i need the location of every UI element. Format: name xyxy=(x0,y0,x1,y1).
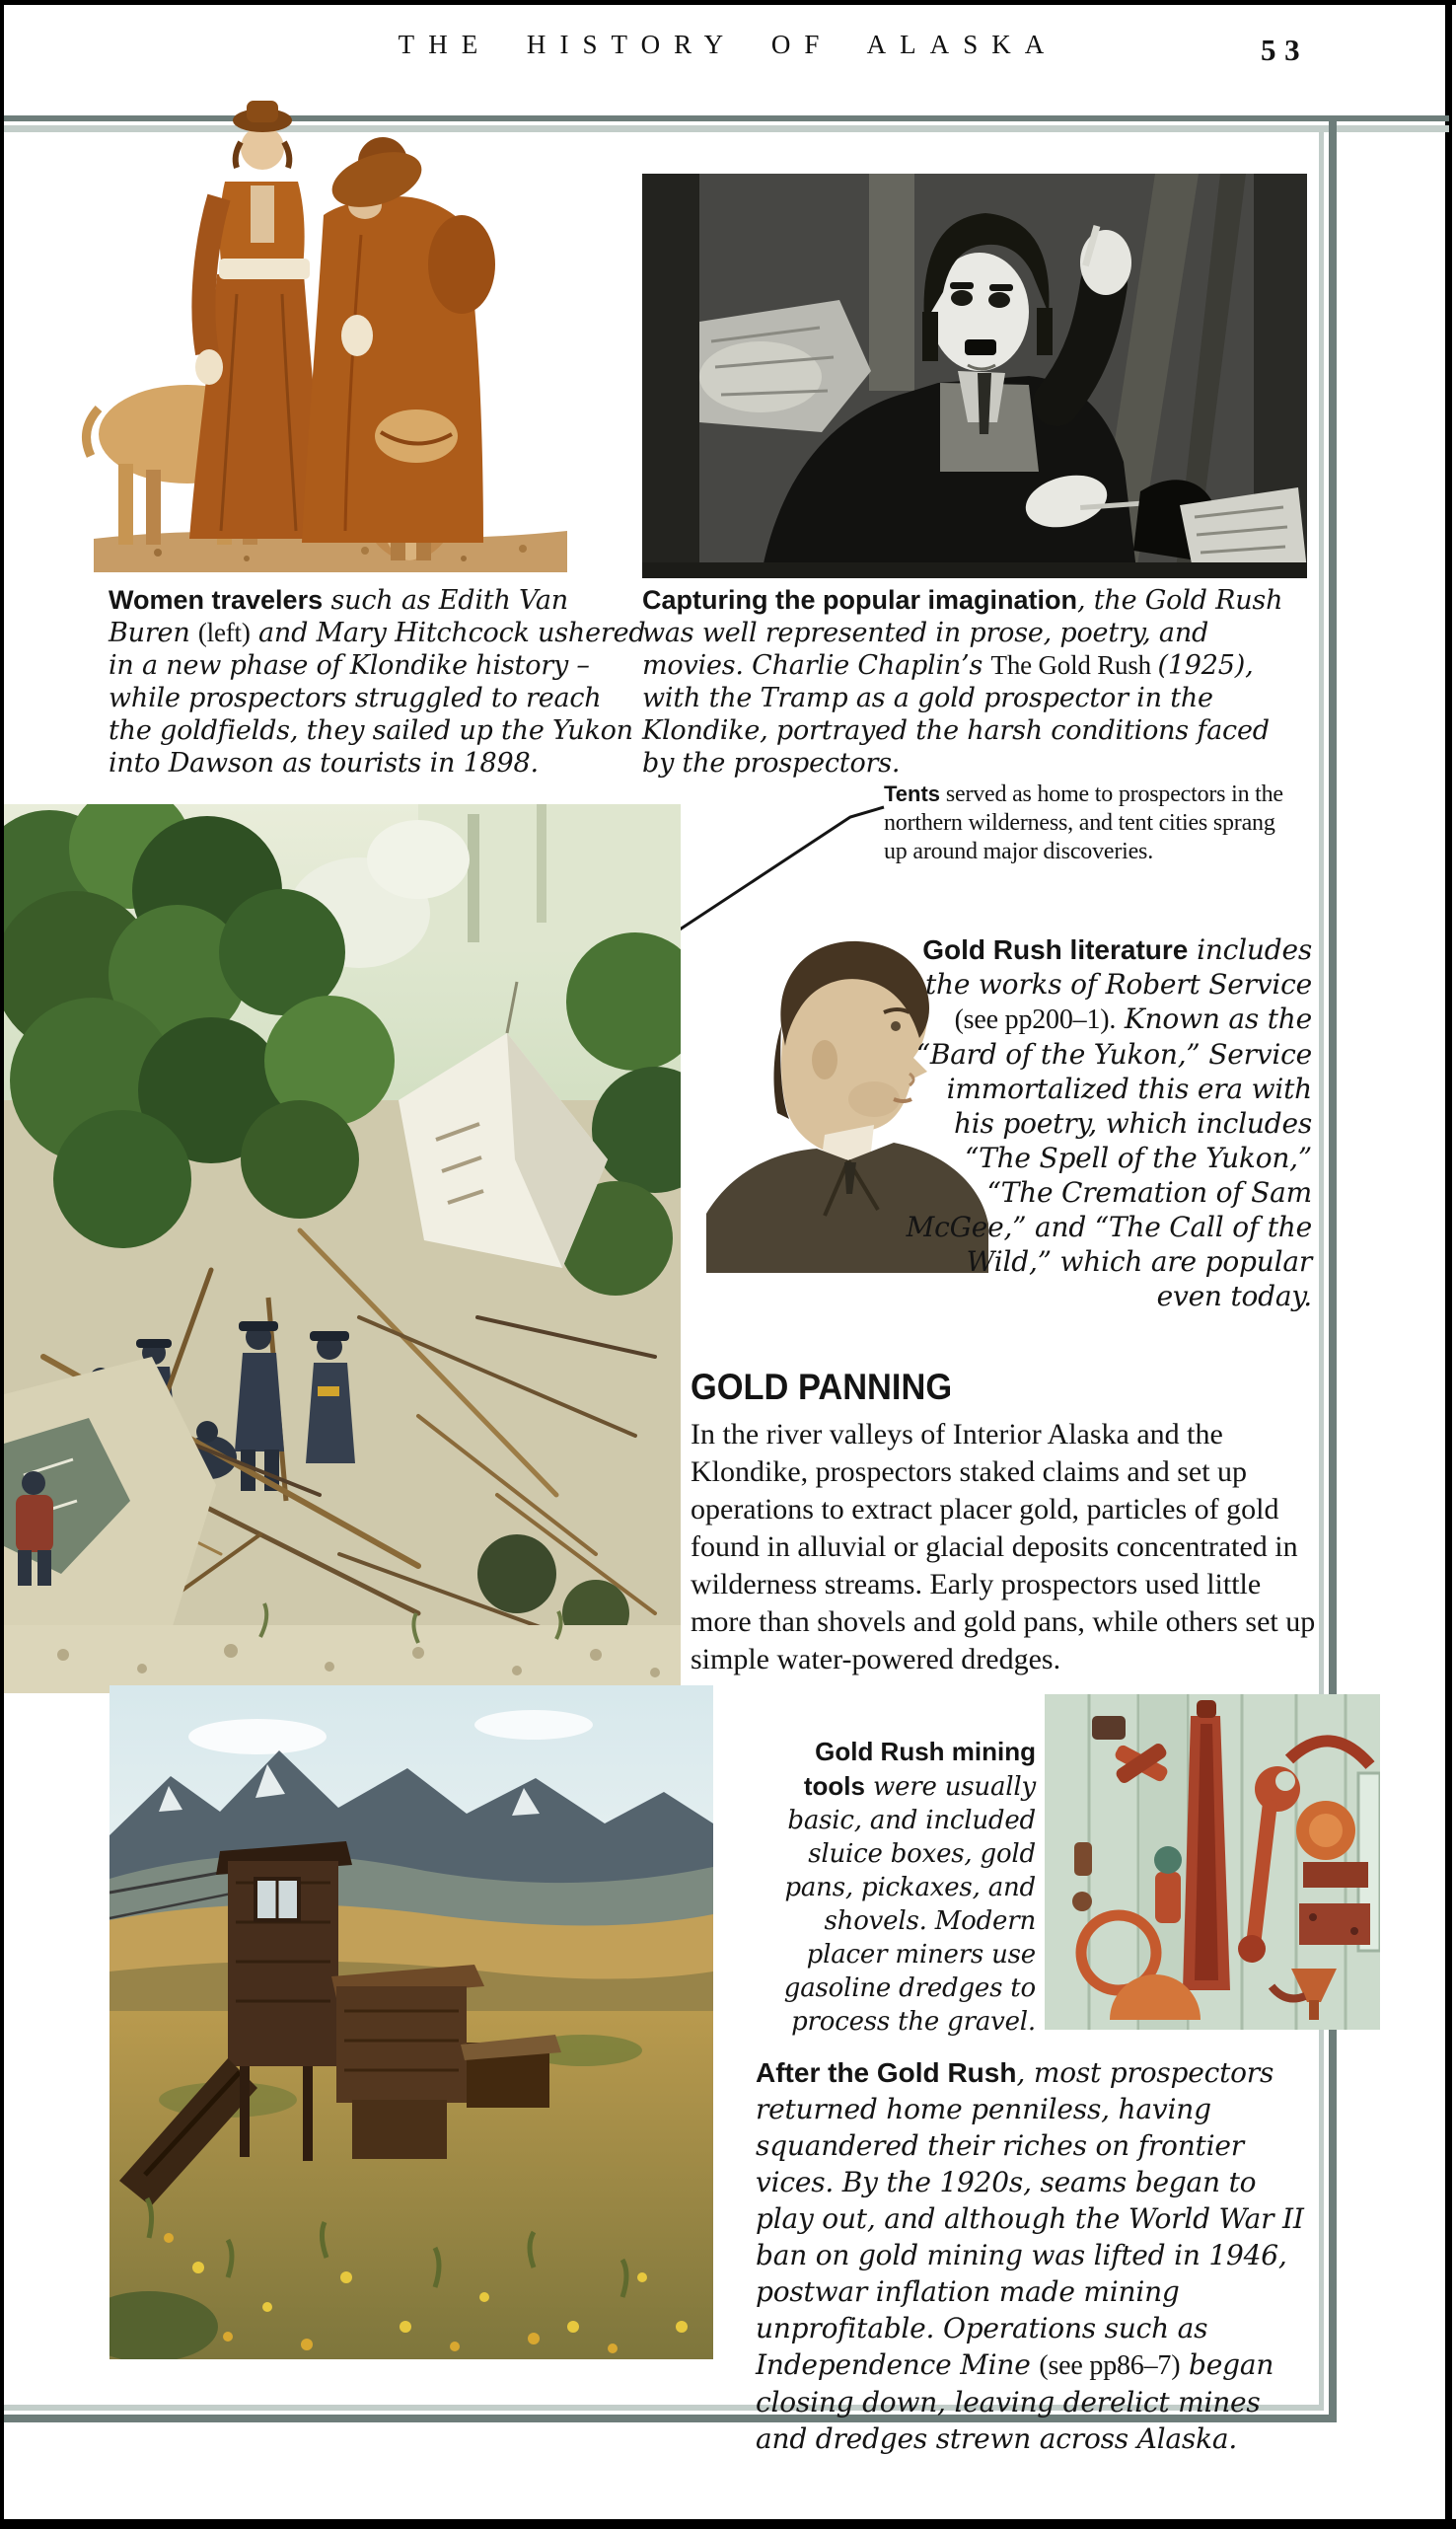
page-border-bottom xyxy=(0,2519,1456,2529)
caption-text: (see pp86–7) xyxy=(1039,2350,1181,2381)
caption-lead-tools: Gold Rush mining tools xyxy=(803,1737,1036,1801)
photo-independence-mine xyxy=(109,1685,713,2359)
camp-illustration xyxy=(4,804,681,1693)
caption-women-travelers xyxy=(109,584,646,780)
page-border-top xyxy=(0,0,1456,5)
caption-text: were usually basic, and included sluice boxes, gold pans, pickaxes, and shovels. Modern placer miners use gasoline dredges to process the gravel. xyxy=(783,1772,1036,2037)
caption-after-gold-rush xyxy=(756,2054,1320,2457)
caption-text: (see pp200–1). xyxy=(954,1004,1117,1035)
page-number: 53 xyxy=(1261,33,1309,67)
caption-text: such as Edith Van Buren xyxy=(109,585,568,648)
caption-text: (left) xyxy=(197,618,251,647)
frame-rule-right-dark xyxy=(1329,121,1337,2420)
caption-lead-after: After the Gold Rush xyxy=(756,2057,1017,2088)
caption-lead-tents: Tents xyxy=(884,781,941,806)
caption-text: , most prospectors returned home penniless, having squandered their riches on frontier vices. By the 1920s, seams began to play out, and although the World War II ban on gold mining was lifted in 1946, postwar inflation made mining unprofitable. Operations such as Independence Mine xyxy=(756,2056,1304,2381)
caption-tents xyxy=(884,780,1298,866)
caption-text: , the Gold Rush was well represented in prose, poetry, and movies. Charlie Chaplin’s xyxy=(642,585,1283,681)
caption-lead-literature: Gold Rush literature xyxy=(922,934,1189,965)
caption-text: began closing down, leaving derelict mines and dredges strewn across Alaska. xyxy=(756,2348,1274,2455)
section-title: GOLD PANNING xyxy=(691,1367,953,1407)
caption-literature xyxy=(900,932,1312,1313)
photo-women-travelers xyxy=(69,87,587,572)
woman-leaning xyxy=(302,137,495,543)
caption-text: and Mary Hitchcock ushered in a new phase of Klondike history – while prospectors struggled to reach the goldfields, they sailed up the Yukon into Dawson as tourists in 1898. xyxy=(109,618,646,779)
section-gold-panning xyxy=(691,1367,1322,1678)
running-head-title: THE HISTORY OF ALASKA xyxy=(398,30,1058,59)
caption-mining-tools xyxy=(747,1735,1036,2039)
page-border-right xyxy=(1445,0,1452,2529)
chaplin-illustration xyxy=(642,174,1307,578)
caption-lead-chaplin: Capturing the popular imagination xyxy=(642,585,1077,615)
caption-lead-women: Women travelers xyxy=(109,585,324,615)
photo-chaplin-gold-rush xyxy=(642,174,1307,578)
photo-prospectors-camp xyxy=(4,804,681,1693)
section-body: In the river valleys of Interior Alaska and the Klondike, prospectors staked claims and set up operations to extract placer gold, particles of gold found in alluvial or glacial deposits concentrated in wilderness streams. Early prospectors used little more than shovels and gold pans, while others set up simple water-powered dredges. xyxy=(691,1418,1316,1675)
caption-text: The Gold Rush xyxy=(990,650,1158,680)
women-travelers-illustration xyxy=(69,87,587,572)
caption-text: (1925), with the Tramp as a gold prospector in the Klondike, portrayed the harsh conditions faced by the prospectors. xyxy=(642,650,1270,779)
caption-text: includes the works of Robert Service xyxy=(924,933,1312,1001)
photo-mining-tools xyxy=(1045,1694,1380,2030)
mine-illustration xyxy=(109,1685,713,2359)
caption-text: Known as the “Bard of the Yukon,” Service immortalized this era with his poetry, which includes “The Spell of the Yukon,” “The Cremation of Sam McGee,” and “The Call of the Wild,” which are popular even today. xyxy=(906,1003,1312,1312)
tools-illustration xyxy=(1045,1694,1380,2030)
caption-text: served as home to prospectors in the northern wilderness, and tent cities sprang up around major discoveries. xyxy=(884,781,1283,864)
caption-chaplin xyxy=(642,584,1308,780)
